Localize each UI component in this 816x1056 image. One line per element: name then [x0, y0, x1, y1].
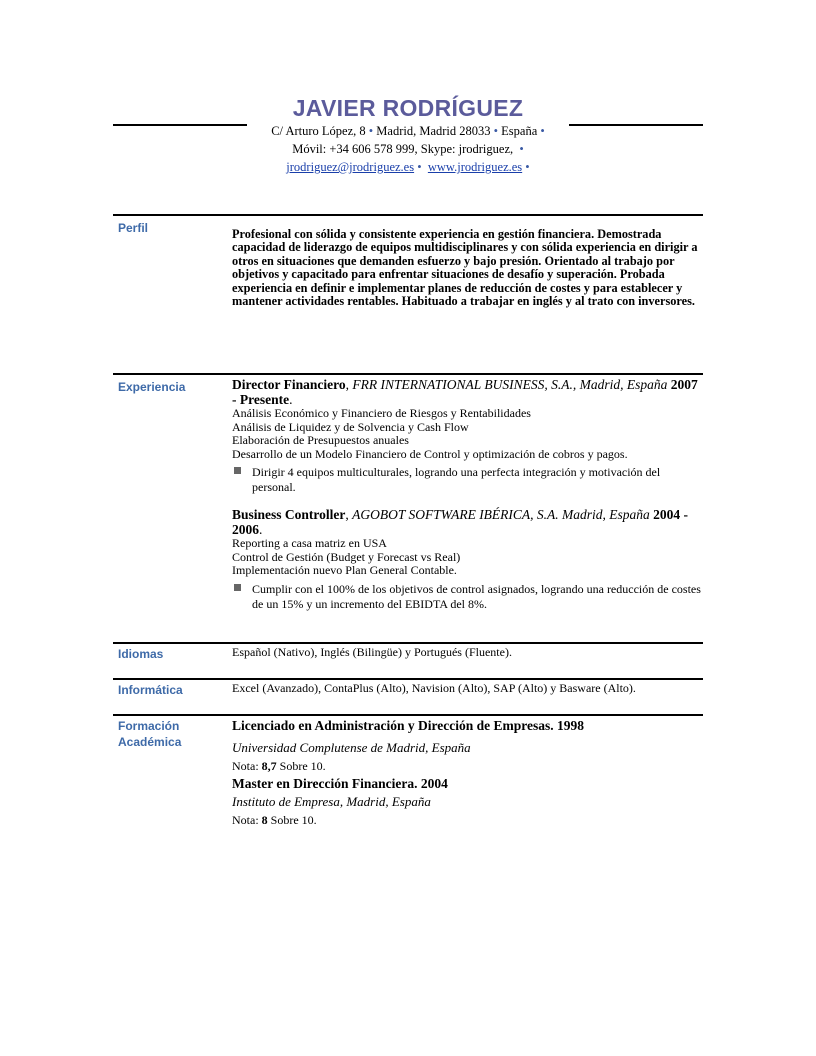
header-rule-left	[113, 124, 247, 126]
degree-institution: Instituto de Empresa, Madrid, España	[232, 794, 431, 809]
section-label-formacion-line1: Formación	[118, 719, 180, 733]
degree-grade	[232, 758, 703, 774]
job-heading: Director Financiero, FRR INTERNATIONAL BUSINESS, S.A., Madrid, España 2007 - Presente.	[232, 377, 698, 407]
separator-dot: •	[368, 124, 374, 138]
job-title: Director Financiero	[232, 377, 346, 392]
degree-entry	[232, 776, 703, 828]
degree-entry	[232, 718, 703, 774]
job-task: Elaboración de Presupuestos anuales	[232, 433, 409, 447]
section-formacion	[113, 714, 703, 846]
grade-prefix: Nota:	[232, 813, 259, 827]
separator-dot: •	[417, 160, 422, 174]
grade-value: 8	[261, 813, 268, 827]
job-company: FRR INTERNATIONAL BUSINESS, S.A., Madrid, España	[352, 377, 668, 392]
job-task: Análisis de Liquidez y de Solvencia y Cash Flow	[232, 419, 469, 434]
job-achievement	[232, 582, 703, 612]
degree-grade	[232, 812, 703, 828]
mobile-skype: Móvil: +34 606 578 999, Skype: jrodriguez,	[292, 142, 514, 156]
resume-header	[113, 92, 703, 176]
phone-line	[113, 140, 703, 158]
job-period: 2004 - 2006	[232, 507, 689, 537]
separator-dot: •	[540, 124, 545, 138]
achievement-text: Cumplir con el 100% de los objetivos de control asignados, logrando una reducción de costes de un 15% y un incremento del EBIDTA del 8%.	[252, 581, 701, 611]
address: C/ Arturo López, 8	[271, 124, 366, 138]
section-label-perfil: Perfil	[118, 221, 149, 235]
degree-institution: Universidad Complutense de Madrid, España	[232, 740, 471, 755]
contact-block	[113, 122, 703, 176]
job-entry	[232, 507, 703, 612]
idiomas-text: Español (Nativo), Inglés (Bilingüe) y Portugués (Fluente).	[232, 645, 512, 659]
separator-dot: •	[525, 160, 530, 174]
email-link[interactable]: jrodriguez@jrodriguez.es	[286, 160, 415, 174]
candidate-name: JAVIER RODRÍGUEZ	[292, 95, 524, 121]
section-experiencia	[113, 373, 703, 635]
formacion-body	[232, 718, 703, 828]
job-entry	[232, 377, 703, 495]
job-task: Análisis Económico y Financiero de Riesgos y Rentabilidades	[232, 406, 531, 420]
job-period: 2007 - Presente	[232, 377, 698, 407]
section-label-experiencia: Experiencia	[118, 380, 186, 394]
job-achievement	[232, 465, 703, 495]
section-perfil	[113, 214, 703, 366]
city: Madrid, Madrid 28033	[376, 124, 491, 138]
separator-dot: •	[519, 142, 524, 156]
website-link[interactable]: www.jrodriguez.es	[427, 160, 523, 174]
square-bullet-icon	[234, 584, 241, 591]
grade-suffix: Sobre 10.	[279, 759, 326, 773]
section-label-formacion	[118, 718, 181, 750]
section-idiomas	[113, 642, 703, 672]
grade-suffix: Sobre 10.	[270, 813, 317, 827]
section-label-formacion-line2: Académica	[118, 735, 182, 749]
degree-title: Licenciado en Administración y Dirección de Empresas. 1998	[232, 718, 584, 733]
header-rule-right	[569, 124, 703, 126]
section-label-idiomas: Idiomas	[118, 647, 164, 661]
job-task: Desarrollo de un Modelo Financiero de Control y optimización de cobros y pagos.	[232, 446, 628, 461]
job-title: Business Controller	[232, 507, 346, 522]
experiencia-body	[232, 377, 703, 612]
achievement-text: Dirigir 4 equipos multiculturales, logrando una perfecta integración y motivación del personal.	[252, 465, 661, 494]
country: España	[501, 124, 538, 138]
square-bullet-icon	[234, 467, 241, 474]
job-task: Implementación nuevo Plan General Contable.	[232, 563, 457, 577]
web-line	[113, 158, 703, 176]
perfil-body	[232, 228, 703, 308]
separator-dot: •	[493, 124, 499, 138]
grade-value: 8,7	[261, 759, 277, 773]
job-heading: Business Controller, AGOBOT SOFTWARE IBÉRICA, S.A. Madrid, España 2004 - 2006.	[232, 507, 689, 537]
informatica-text: Excel (Avanzado), ContaPlus (Alto), Navision (Alto), SAP (Alto) y Basware (Alto).	[232, 681, 636, 695]
section-label-informatica: Informática	[118, 683, 183, 697]
grade-prefix: Nota:	[232, 759, 259, 773]
job-task: Control de Gestión (Budget y Forecast vs Real)	[232, 549, 461, 564]
job-company: AGOBOT SOFTWARE IBÉRICA, S.A. Madrid, España	[352, 507, 650, 522]
degree-title: Master en Dirección Financiera. 2004	[232, 776, 448, 791]
section-informatica	[113, 678, 703, 708]
job-task: Reporting a casa matriz en USA	[232, 536, 387, 550]
profile-summary: Profesional con sólida y consistente experiencia en gestión financiera. Demostrada capacidad de liderazgo de equipos multidisciplinares y con sólida experiencia en dirigir a otros en situaciones que demanden esfuerzo y bajo presión. Orientado al trabajo por objetivos y capacitado para enfrentar situaciones de desafío y superación. Probada experiencia en definir e implementar planes de reducción de costes y para establecer y mantener actividades rentables. Habituado a trabajar en inglés y al trato con inversores.	[232, 227, 698, 309]
